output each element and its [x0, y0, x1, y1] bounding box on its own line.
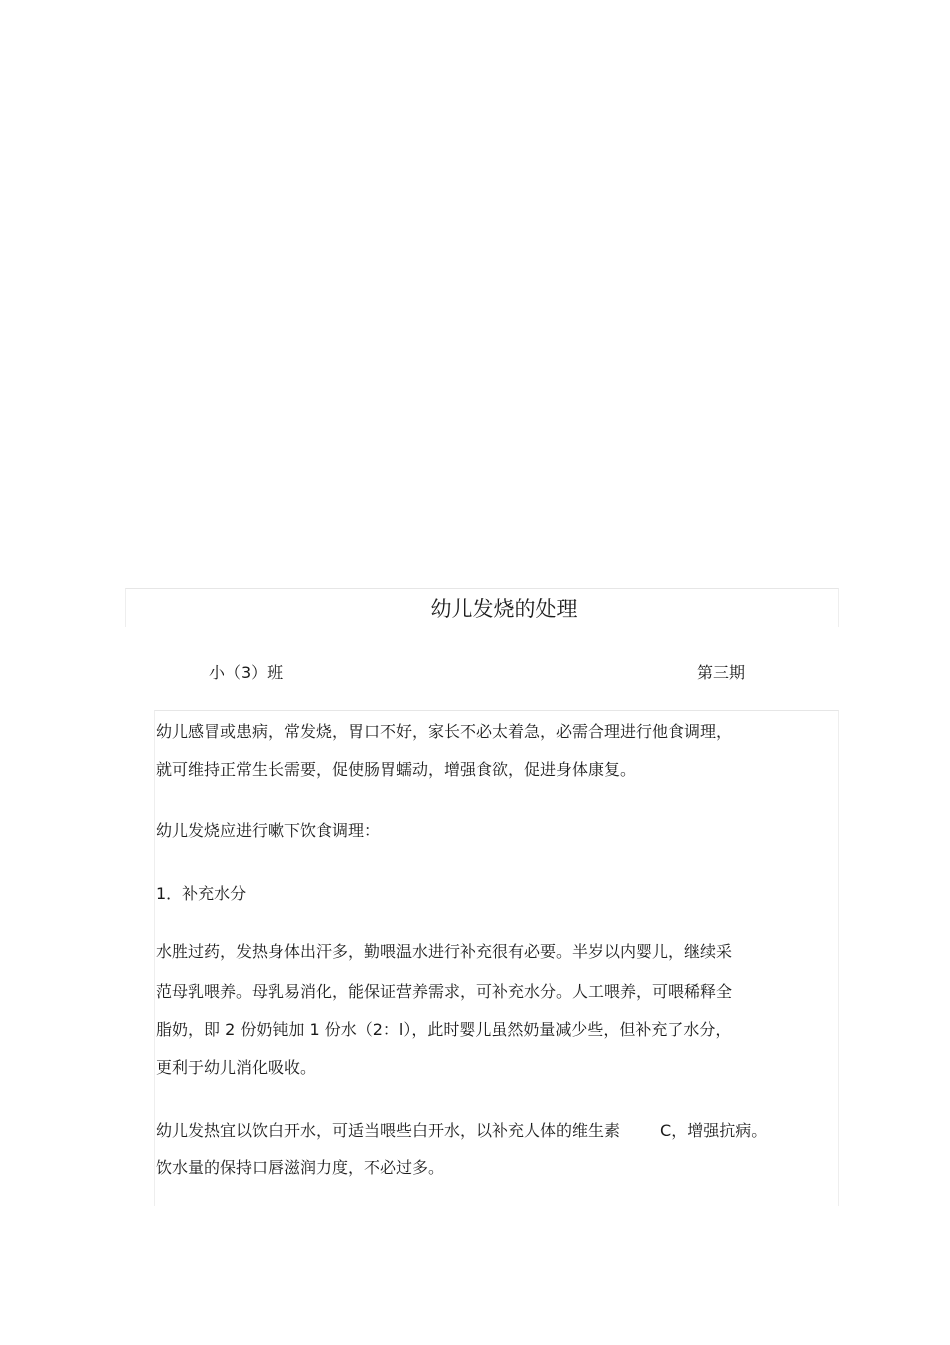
- paragraph-line: [156, 1123, 767, 1139]
- paragraph-line: 范母乳喂养。母乳易消化，能保证营养需求，可补充水分。人工喂养，可喂稀释全: [156, 982, 733, 1001]
- paragraph-line-segment: C，增强抗病。: [660, 1121, 768, 1140]
- paragraph-line: 幼儿发烧应进行嗽下饮食调理：: [156, 821, 381, 840]
- paragraph-line: 幼儿感冒或患病，常发烧，胃口不好，家长不必太着急，必需合理进行他食调理，: [156, 722, 733, 741]
- document-title: 幼儿发烧的处理: [430, 597, 578, 621]
- paragraph-line: 饮水量的保持口唇滋润力度，不必过多。: [156, 1158, 445, 1177]
- class-label: 小（3）班: [209, 663, 284, 682]
- paragraph-line: 水胜过药，发热身体出汗多，勤喂温水进行补充很有必要。半岁以内婴儿，继续采: [156, 942, 733, 961]
- paragraph-line: 脂奶，即 2 份奶钝加 1 份水（2：l），此时婴儿虽然奶量减少些，但补充了水分，: [156, 1020, 732, 1039]
- paragraph-line-segment: 幼儿发热宜以饮白开水，可适当喂些白开水，以补充人体的维生素: [156, 1121, 621, 1140]
- section-heading: 1．补充水分: [156, 884, 247, 903]
- title-frame: [125, 588, 839, 627]
- paragraph-line: 就可维持正常生长需要，促使肠胃蠕动，增强食欲，促进身体康复。: [156, 760, 637, 779]
- paragraph-line: 更利于幼儿消化吸收。: [156, 1058, 317, 1077]
- issue-label: 第三期: [697, 663, 746, 682]
